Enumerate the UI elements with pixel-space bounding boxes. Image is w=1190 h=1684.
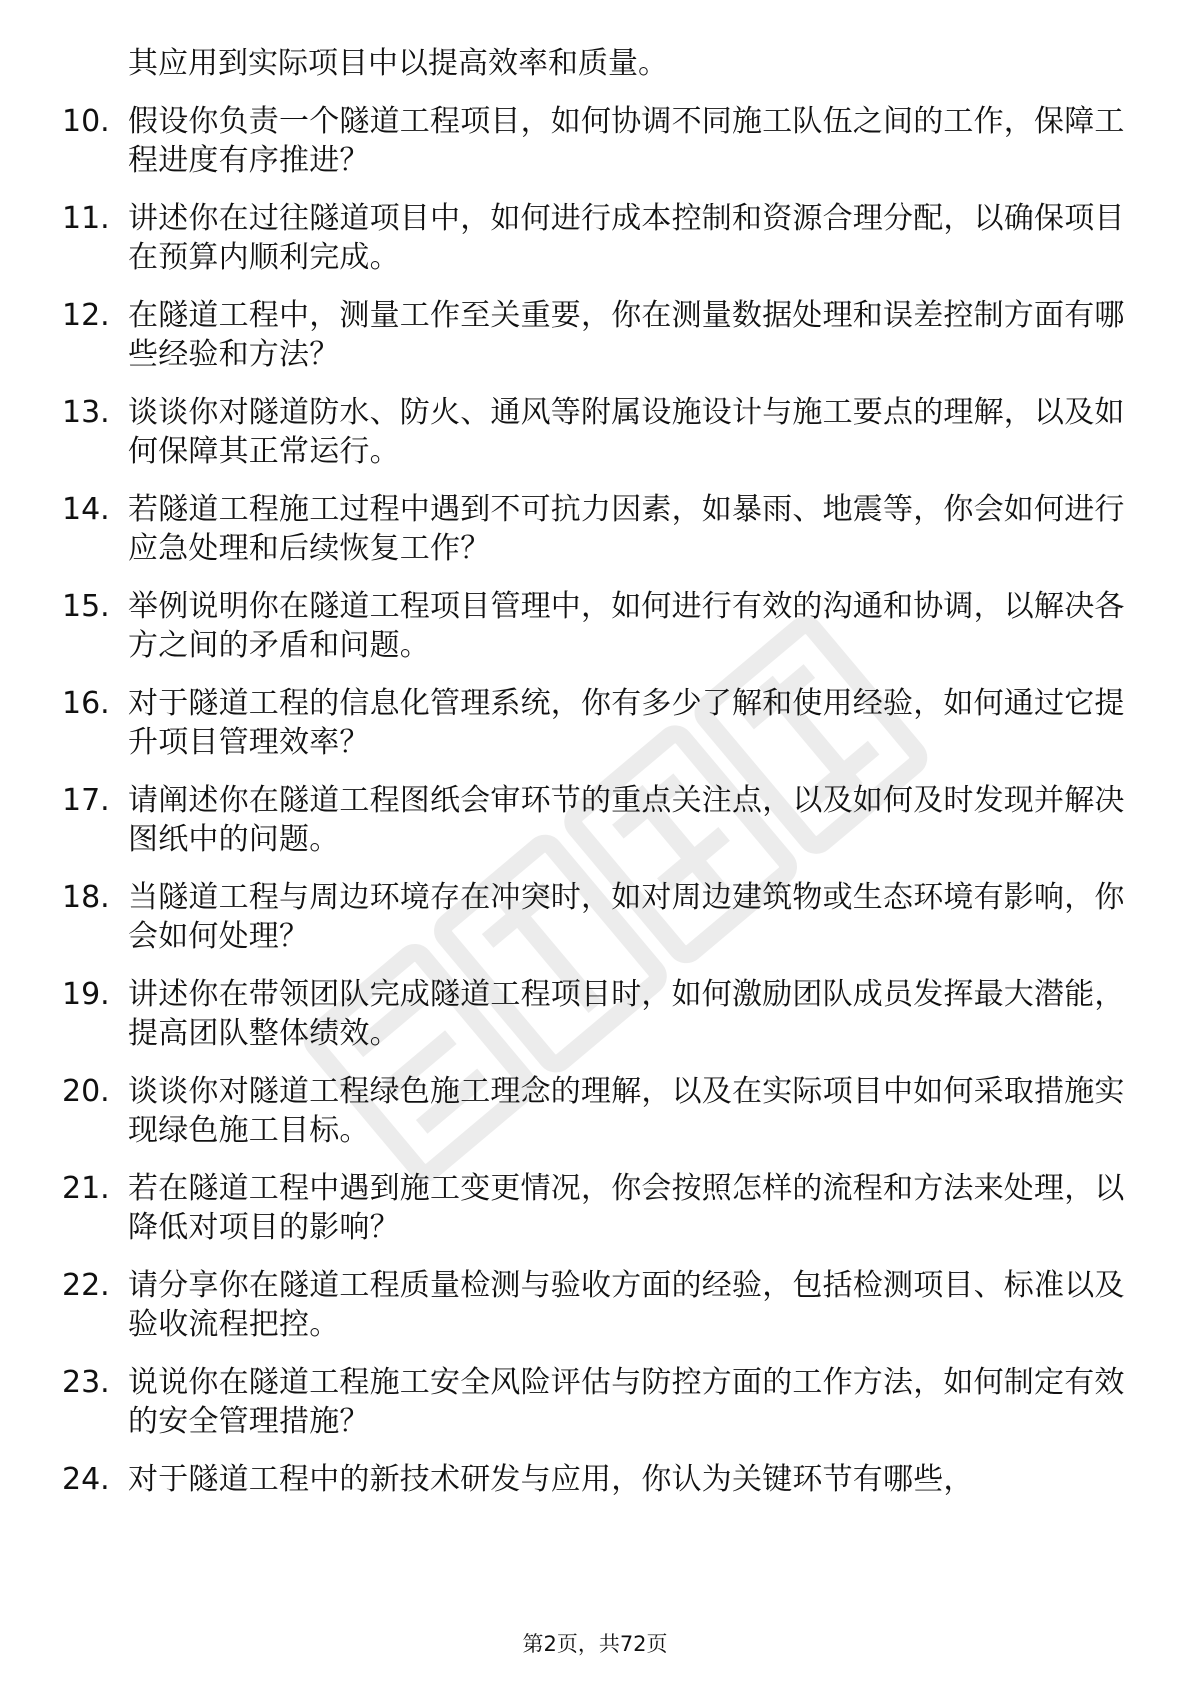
item-number: 21.: [62, 1171, 110, 1206]
list-item: [62, 684, 1130, 762]
item-number: 16.: [62, 686, 110, 721]
item-number: 13.: [62, 395, 110, 430]
list-item: [62, 296, 1130, 374]
list-item: [62, 490, 1130, 568]
item-text: 谈谈你对隧道工程绿色施工理念的理解，以及在实际项目中如何采取措施实现绿色施工目标。: [128, 1074, 1125, 1148]
item-text: 说说你在隧道工程施工安全风险评估与防控方面的工作方法，如何制定有效的安全管理措施？: [128, 1365, 1125, 1439]
item-number: 23.: [62, 1365, 110, 1400]
item-text: 若隧道工程施工过程中遇到不可抗力因素，如暴雨、地震等，你会如何进行应急处理和后续恢复工作？: [128, 492, 1125, 566]
item-number: 15.: [62, 589, 110, 624]
item-number: 18.: [62, 880, 110, 915]
item-number: 24.: [62, 1462, 110, 1497]
list-item: [62, 587, 1130, 665]
item-number: 22.: [62, 1268, 110, 1303]
continuation-text: 其应用到实际项目中以提高效率和质量。: [128, 46, 668, 81]
list-item: [62, 1169, 1130, 1247]
list-item: [62, 199, 1130, 277]
list-item: [62, 975, 1130, 1053]
list-item: [62, 1072, 1130, 1150]
item-number: 14.: [62, 492, 110, 527]
item-number: 12.: [62, 298, 110, 333]
item-text: 请阐述你在隧道工程图纸会审环节的重点关注点，以及如何及时发现并解决图纸中的问题。: [128, 783, 1125, 857]
item-text: 举例说明你在隧道工程项目管理中，如何进行有效的沟通和协调，以解决各方之间的矛盾和问题。: [128, 589, 1125, 663]
item-text: 讲述你在过往隧道项目中，如何进行成本控制和资源合理分配，以确保项目在预算内顺利完成。: [128, 201, 1125, 275]
item-text: 在隧道工程中，测量工作至关重要，你在测量数据处理和误差控制方面有哪些经验和方法？: [128, 298, 1125, 372]
list-item: [62, 781, 1130, 859]
item-number: 20.: [62, 1074, 110, 1109]
list-item: [62, 878, 1130, 956]
list-item: [62, 102, 1130, 180]
item-number: 11.: [62, 201, 110, 236]
page-number-footer: 第2页，共72页: [522, 1632, 668, 1656]
item-number: 19.: [62, 977, 110, 1012]
item-text: 请分享你在隧道工程质量检测与验收方面的经验，包括检测项目、标准以及验收流程把控。: [128, 1268, 1125, 1342]
question-list: [0, 44, 1190, 1518]
list-item: [62, 1266, 1130, 1344]
list-item: [62, 393, 1130, 471]
item-text: 谈谈你对隧道防水、防火、通风等附属设施设计与施工要点的理解，以及如何保障其正常运行。: [128, 395, 1125, 469]
list-item: [62, 1363, 1130, 1441]
list-item: [62, 1460, 1130, 1499]
item-text: 对于隧道工程的信息化管理系统，你有多少了解和使用经验，如何通过它提升项目管理效率？: [128, 686, 1125, 760]
item-text: 当隧道工程与周边环境存在冲突时，如对周边建筑物或生态环境有影响，你会如何处理？: [128, 880, 1125, 954]
item-number: 10.: [62, 104, 110, 139]
item-text: 若在隧道工程中遇到施工变更情况，你会按照怎样的流程和方法来处理，以降低对项目的影响？: [128, 1171, 1125, 1245]
item-text: 讲述你在带领团队完成隧道工程项目时，如何激励团队成员发挥最大潜能，提高团队整体绩效。: [128, 977, 1125, 1051]
item-text: 对于隧道工程中的新技术研发与应用，你认为关键环节有哪些，: [128, 1462, 974, 1497]
item-text: 假设你负责一个隧道工程项目，如何协调不同施工队伍之间的工作，保障工程进度有序推进？: [128, 104, 1125, 178]
item-number: 17.: [62, 783, 110, 818]
